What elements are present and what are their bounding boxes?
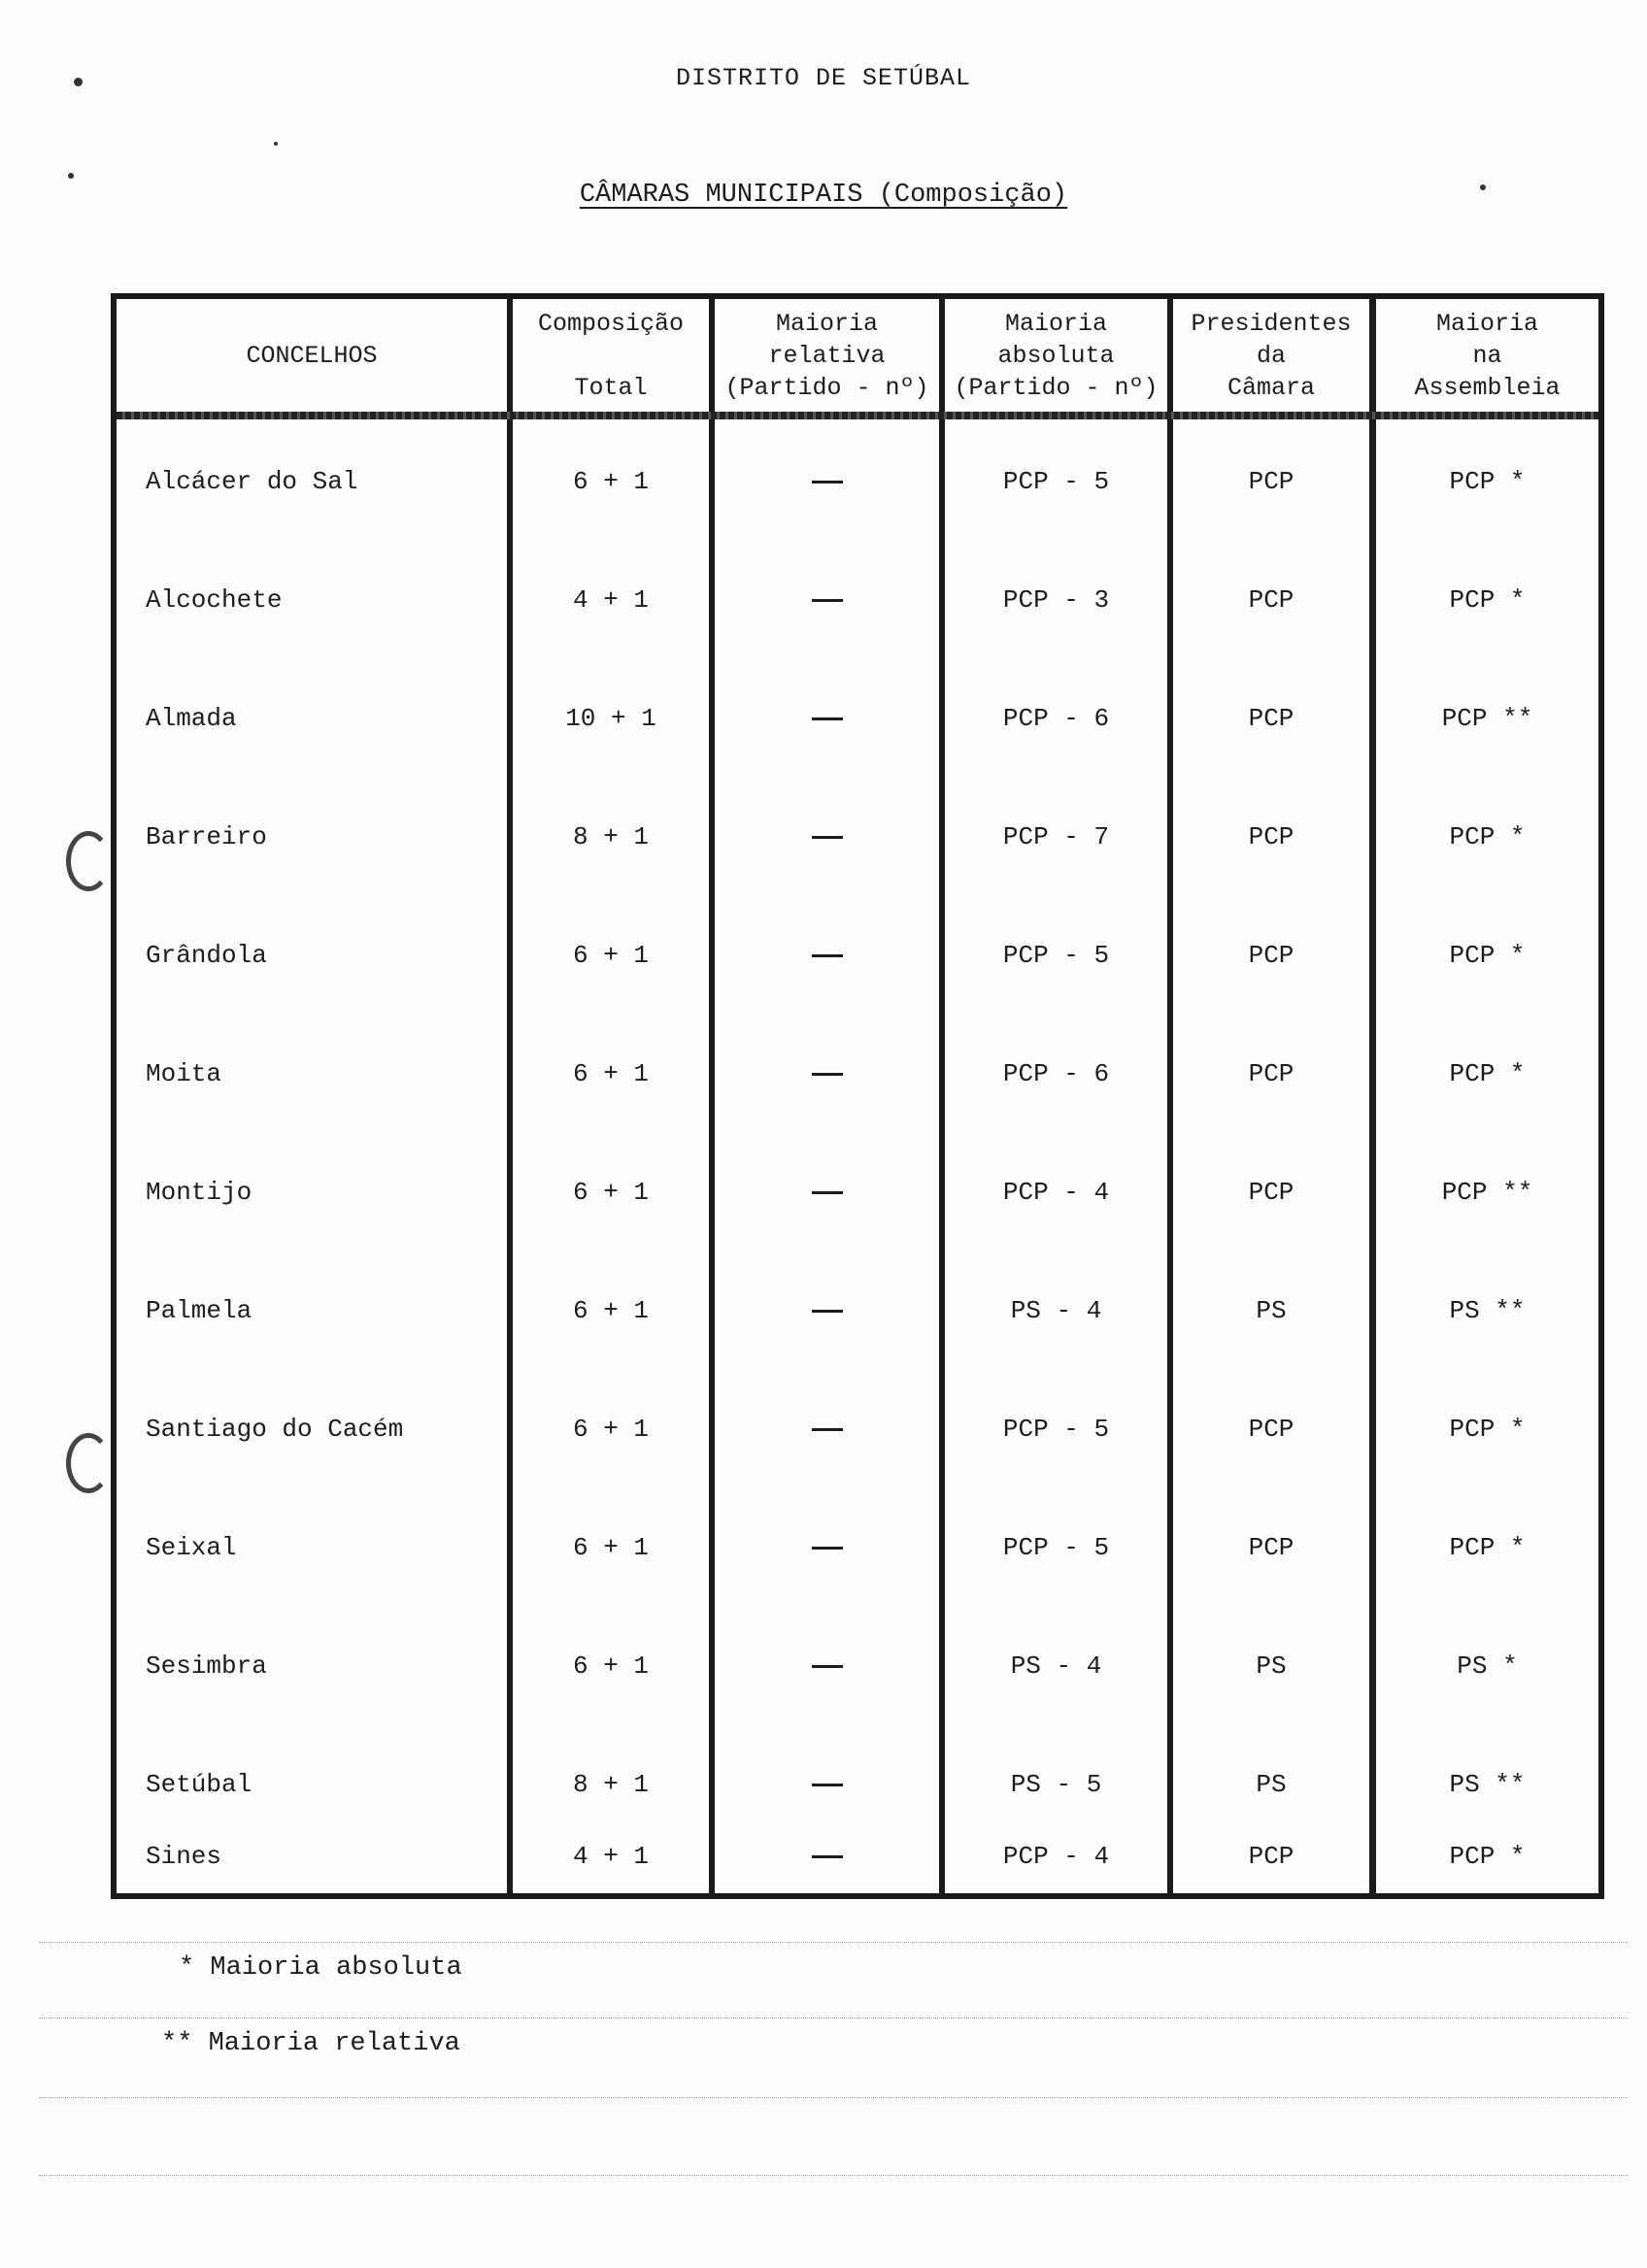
cell-composicao: 8 + 1 (572, 822, 649, 851)
cell-maioria-absoluta: PCP - 6 (1002, 704, 1110, 733)
dash-mark (812, 1784, 843, 1786)
header-separator (117, 412, 1598, 419)
cell-maioria-absoluta: PS - 4 (1010, 1651, 1102, 1681)
cell-assembleia: PCP * (1449, 1842, 1526, 1871)
header-maioria-absoluta (945, 299, 1167, 412)
cell-presidente: PS (1256, 1770, 1287, 1799)
cell-presidente: PCP (1248, 1059, 1294, 1088)
cell-maioria-relativa (715, 817, 939, 856)
cell-maioria-absoluta: PCP - 4 (1002, 1842, 1110, 1871)
table-row (117, 1837, 1598, 1876)
cell-maioria-relativa (715, 462, 939, 501)
cell-maioria-relativa (715, 1054, 939, 1093)
cell-maioria-relativa (715, 1528, 939, 1567)
cell-assembleia: PCP * (1449, 1415, 1526, 1444)
cell-presidente: PCP (1248, 1842, 1294, 1871)
cell-assembleia: PCP * (1449, 822, 1526, 851)
cell-maioria-relativa (715, 1291, 939, 1330)
header-presidentes-line-1: Presidentes (1191, 309, 1352, 338)
cell-presidente: PCP (1248, 1533, 1294, 1562)
camaras-table (111, 293, 1604, 1899)
table-row (117, 462, 1598, 501)
cell-maioria-absoluta: PCP - 5 (1002, 1415, 1110, 1444)
cell-maioria-relativa (715, 1410, 939, 1449)
cell-maioria-relativa (715, 1765, 939, 1804)
cell-composicao: 6 + 1 (572, 1059, 649, 1088)
table-row (117, 1765, 1598, 1804)
footnote-maioria-absoluta: * Maioria absoluta (179, 1953, 462, 1983)
cell-presidente: PCP (1248, 822, 1294, 851)
cell-composicao: 8 + 1 (572, 1770, 649, 1799)
cell-maioria-relativa (715, 1837, 939, 1876)
dash-mark (812, 481, 843, 484)
cell-concelho: Almada (146, 704, 237, 733)
cell-concelho: Sines (146, 1842, 222, 1871)
header-maioria-relativa-line-1: Maioria (775, 309, 879, 338)
cell-assembleia: PS ** (1449, 1296, 1526, 1325)
table-row (117, 1291, 1598, 1330)
cell-presidente: PS (1256, 1651, 1287, 1681)
cell-maioria-absoluta: PCP - 5 (1002, 467, 1110, 496)
header-composicao (513, 299, 709, 412)
cell-composicao: 10 + 1 (565, 704, 656, 733)
cell-maioria-relativa (715, 936, 939, 975)
dash-mark (812, 1665, 843, 1668)
cell-assembleia: PCP * (1449, 467, 1526, 496)
table-row (117, 1528, 1598, 1567)
document-subtitle: CÂMARAS MUNICIPAIS (Composição) (579, 181, 1068, 210)
header-assembleia-line-3: Assembleia (1414, 373, 1561, 402)
cell-assembleia: PS * (1457, 1651, 1518, 1681)
footnote-maioria-relativa: ** Maioria relativa (161, 2029, 460, 2058)
cell-assembleia: PCP * (1449, 585, 1526, 615)
cell-presidente: PCP (1248, 585, 1294, 615)
header-presidentes (1173, 299, 1369, 412)
header-composicao-line-3: Total (574, 373, 648, 402)
cell-concelho: Montijo (146, 1178, 252, 1207)
table-row (117, 817, 1598, 856)
header-maioria-absoluta-line-1: Maioria (1004, 309, 1108, 338)
cell-presidente: PS (1256, 1296, 1287, 1325)
cell-composicao: 6 + 1 (572, 1296, 649, 1325)
cell-presidente: PCP (1248, 941, 1294, 970)
cell-presidente: PCP (1248, 704, 1294, 733)
header-assembleia-line-1: Maioria (1435, 309, 1539, 338)
table-row (117, 1410, 1598, 1449)
cell-concelho: Alcochete (146, 585, 283, 615)
table-row (117, 1647, 1598, 1685)
cell-assembleia: PCP * (1449, 1533, 1526, 1562)
binder-hole-top-mark (66, 831, 111, 891)
cell-composicao: 6 + 1 (572, 1533, 649, 1562)
cell-composicao: 4 + 1 (572, 1842, 649, 1871)
cell-concelho: Seixal (146, 1533, 237, 1562)
cell-concelho: Palmela (146, 1296, 252, 1325)
header-presidentes-line-3: Câmara (1227, 373, 1315, 402)
binder-hole-bottom-mark (66, 1433, 111, 1493)
cell-concelho: Moita (146, 1059, 222, 1088)
dash-mark (812, 1191, 843, 1194)
cell-concelho: Alcácer do Sal (146, 467, 358, 496)
cell-composicao: 6 + 1 (572, 467, 649, 496)
table-row (117, 1054, 1598, 1093)
cell-maioria-relativa (715, 699, 939, 738)
ruled-line (39, 2097, 1628, 2098)
cell-concelho: Sesimbra (146, 1651, 267, 1681)
cell-presidente: PCP (1248, 1178, 1294, 1207)
cell-maioria-absoluta: PS - 4 (1010, 1296, 1102, 1325)
cell-composicao: 6 + 1 (572, 941, 649, 970)
header-maioria-relativa (715, 299, 939, 412)
cell-maioria-relativa (715, 1173, 939, 1212)
cell-composicao: 6 + 1 (572, 1415, 649, 1444)
header-presidentes-line-2: da (1256, 341, 1286, 370)
cell-maioria-absoluta: PCP - 4 (1002, 1178, 1110, 1207)
ruled-line (39, 1942, 1628, 1943)
dash-mark (812, 1073, 843, 1076)
header-assembleia-line-2: na (1472, 341, 1502, 370)
cell-assembleia: PCP * (1449, 1059, 1526, 1088)
cell-maioria-absoluta: PCP - 3 (1002, 585, 1110, 615)
cell-assembleia: PCP ** (1441, 1178, 1533, 1207)
header-maioria-relativa-line-2: relativa (768, 341, 886, 370)
cell-maioria-absoluta: PCP - 5 (1002, 941, 1110, 970)
cell-composicao: 4 + 1 (572, 585, 649, 615)
table-row (117, 936, 1598, 975)
header-composicao-line-1: Composição (537, 309, 685, 338)
dash-mark (812, 836, 843, 839)
header-maioria-absoluta-line-2: absoluta (997, 341, 1115, 370)
cell-presidente: PCP (1248, 1415, 1294, 1444)
dash-mark (812, 1310, 843, 1313)
document-title: DISTRITO DE SETÚBAL (675, 64, 972, 92)
dash-mark (812, 717, 843, 720)
dash-mark (812, 1428, 843, 1431)
cell-concelho: Setúbal (146, 1770, 252, 1799)
cell-maioria-absoluta: PCP - 5 (1002, 1533, 1110, 1562)
cell-composicao: 6 + 1 (572, 1651, 649, 1681)
dash-mark (812, 1547, 843, 1550)
cell-maioria-relativa (715, 1647, 939, 1685)
cell-maioria-relativa (715, 581, 939, 619)
dash-mark (812, 954, 843, 957)
cell-presidente: PCP (1248, 467, 1294, 496)
dash-mark (812, 599, 843, 602)
table-row (117, 699, 1598, 738)
cell-maioria-absoluta: PCP - 7 (1002, 822, 1110, 851)
cell-concelho: Santiago do Cacém (146, 1415, 404, 1444)
cell-concelho: Barreiro (146, 822, 267, 851)
cell-maioria-absoluta: PCP - 6 (1002, 1059, 1110, 1088)
table-row (117, 581, 1598, 619)
dash-mark (812, 1855, 843, 1858)
header-maioria-relativa-line-3: (Partido - nº) (724, 373, 929, 402)
header-concelhos (117, 299, 507, 412)
header-assembleia (1376, 299, 1598, 412)
cell-maioria-absoluta: PS - 5 (1010, 1770, 1102, 1799)
header-concelhos-line: CONCELHOS (246, 341, 378, 370)
ruled-line (39, 2175, 1628, 2176)
scan-speck (274, 142, 278, 146)
scan-speck (68, 173, 74, 179)
cell-assembleia: PCP ** (1441, 704, 1533, 733)
cell-assembleia: PS ** (1449, 1770, 1526, 1799)
cell-composicao: 6 + 1 (572, 1178, 649, 1207)
table-row (117, 1173, 1598, 1212)
header-maioria-absoluta-line-3: (Partido - nº) (954, 373, 1159, 402)
cell-concelho: Grândola (146, 941, 267, 970)
cell-assembleia: PCP * (1449, 941, 1526, 970)
